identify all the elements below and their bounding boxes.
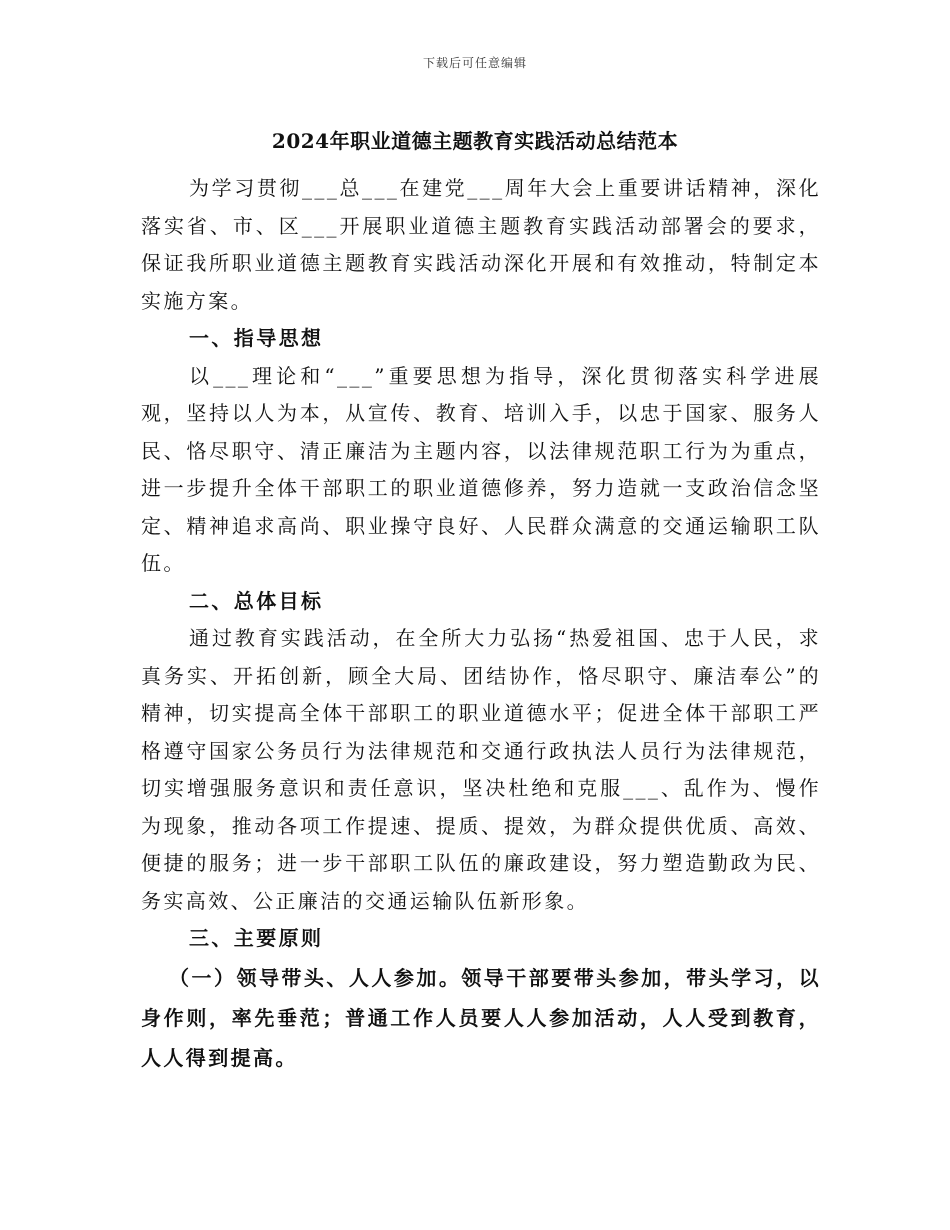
- document-title: 2024年职业道德主题教育实践活动总结范本: [271, 129, 679, 153]
- section-heading-main-principles: 三、主要原则: [189, 926, 324, 950]
- download-note: 下载后可任意编辑: [422, 56, 527, 70]
- section-heading-overall-goals: 二、总体目标: [189, 588, 324, 613]
- section-paragraph-guiding-ideology: 以___理论和“___”重要思想为指导，深化贯彻落实科学进展观，坚持以人为本，从宣传、教育、培训入手，以忠于国家、服务人民、恪尽职守、清正廉洁为主题内容，以法律规范职工行为为重点，进一步提升全体干部职工的职业道德修养，努力造就一支政治信念坚定、精神追求高尚、职业操守良好、人民群众满意的交通运输职工队伍。: [141, 363, 821, 575]
- intro-paragraph: 为学习贯彻___总___在建党___周年大会上重要讲话精神，深化落实省、市、区___开展职业道德主题教育实践活动部署会的要求，保证我所职业道德主题教育实践活动深化开展和有效推动，特制定本实施方案。: [141, 176, 821, 313]
- document-body: [141, 170, 821, 1078]
- section-paragraph-overall-goals: 通过教育实践活动，在全所大力弘扬“热爱祖国、忠于人民，求真务实、开拓创新，顾全大局、团结协作，恪尽职守、廉洁奉公”的精神，切实提高全体干部职工的职业道德水平；促进全体干部职工严格遵守国家公务员行为法律规范和交通行政执法人员行为法律规范，切实增强服务意识和责任意识，坚决杜绝和克服___、乱作为、慢作为现象，推动各项工作提速、提质、提效，为群众提供优质、高效、便捷的服务；进一步干部职工队伍的廉政建设，努力塑造勤政为民、务实高效、公正廉洁的交通运输队伍新形象。: [141, 626, 821, 913]
- section-paragraph-principle-1: （一）领导带头、人人参加。领导干部要带头参加，带头学习，以身作则，率先垂范；普通工作人员要人人参加活动，人人受到教育，人人得到提高。: [141, 965, 821, 1070]
- section-heading-guiding-ideology: 一、指导思想: [189, 326, 324, 350]
